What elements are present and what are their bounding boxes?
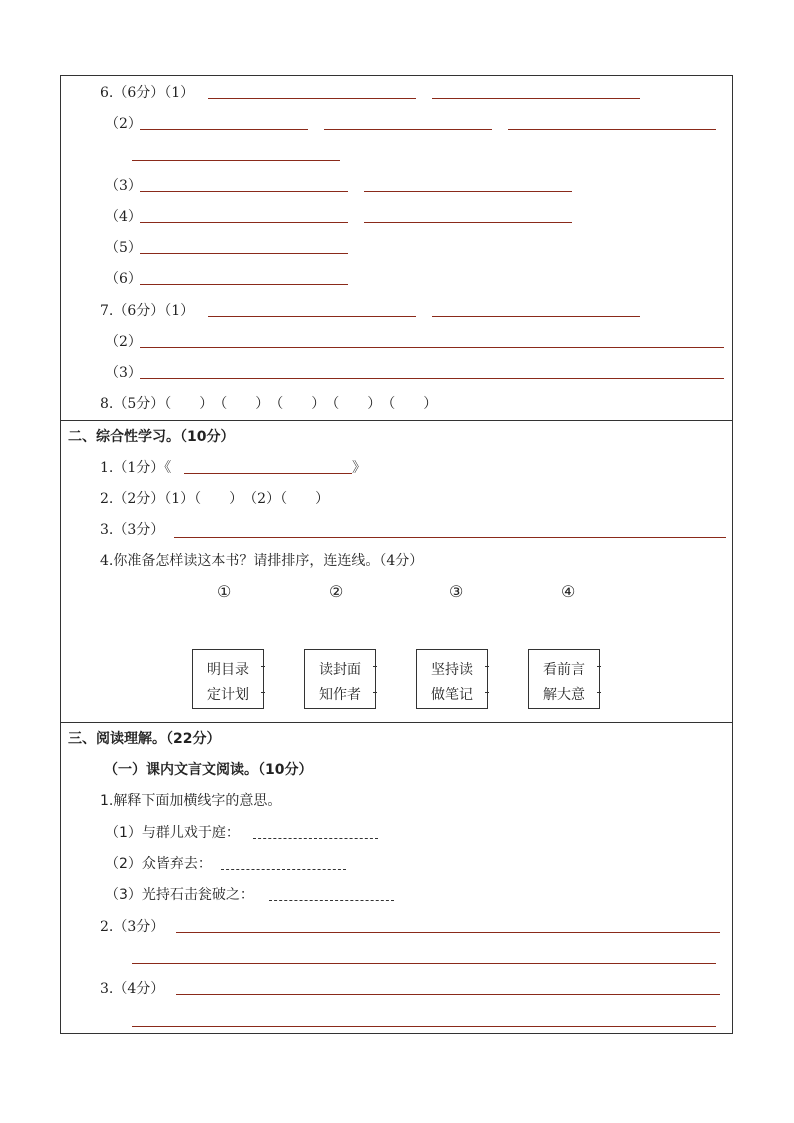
box-line: 知作者	[319, 687, 361, 703]
reading-step-box[interactable]	[304, 649, 376, 709]
answer-line[interactable]	[364, 222, 572, 223]
answer-line[interactable]	[432, 316, 640, 317]
answer-blank[interactable]	[221, 869, 346, 870]
answer-line[interactable]	[140, 129, 308, 130]
section2-heading: 二、综合性学习。（10分）	[68, 429, 235, 445]
p3-q3-label: 3.（4分）	[100, 981, 165, 997]
p2-q2-label: 2.（2分）（1）（ ） （2）（ ）	[100, 491, 330, 507]
q6-label: 6.（6分）（1）	[100, 85, 195, 101]
p3-q1-item: （3）光持石击瓮破之：	[105, 887, 254, 903]
q6-3-label: （3）	[105, 178, 142, 194]
section3-heading: 三、阅读理解。（22分）	[68, 731, 221, 747]
reading-step-box[interactable]	[192, 649, 264, 709]
answer-line[interactable]	[184, 473, 352, 474]
answer-line[interactable]	[324, 129, 492, 130]
p2-q1-close: 》	[352, 460, 366, 476]
reading-step-box[interactable]	[416, 649, 488, 709]
q7-3-label: （3）	[105, 365, 142, 381]
reading-step-box[interactable]	[528, 649, 600, 709]
section3-subheading: （一）课内文言文阅读。（10分）	[104, 762, 313, 778]
order-circle: ④	[561, 582, 576, 601]
box-line: 明目录	[207, 662, 249, 678]
answer-line[interactable]	[140, 191, 348, 192]
box-line: 定计划	[207, 687, 249, 703]
answer-line[interactable]	[132, 160, 340, 161]
p3-q2-label: 2.（3分）	[100, 919, 165, 935]
p2-q1-label: 1.（1分）《	[100, 460, 172, 476]
order-circle: ③	[449, 582, 464, 601]
q6-4-label: （4）	[105, 209, 142, 225]
answer-line[interactable]	[208, 316, 416, 317]
box-line: 解大意	[543, 687, 585, 703]
q7-label: 7.（6分）（1）	[100, 303, 195, 319]
q6-6-label: （6）	[105, 271, 142, 287]
answer-line[interactable]	[140, 222, 348, 223]
answer-line[interactable]	[176, 994, 720, 995]
answer-line[interactable]	[176, 932, 720, 933]
answer-line[interactable]	[140, 253, 348, 254]
box-line: 做笔记	[431, 687, 473, 703]
answer-line[interactable]	[432, 98, 640, 99]
section-divider	[60, 420, 733, 421]
answer-line[interactable]	[132, 1026, 716, 1027]
answer-line[interactable]	[140, 347, 724, 348]
p2-q3-label: 3.（3分）	[100, 522, 165, 538]
p3-q1-item: （2）众皆弃去：	[105, 856, 212, 872]
q8-label: 8.（5分）（ ） （ ） （ ） （ ） （ ）	[100, 396, 438, 412]
answer-line[interactable]	[174, 537, 726, 538]
q7-2-label: （2）	[105, 334, 142, 350]
box-line: 看前言	[543, 662, 585, 678]
answer-line[interactable]	[140, 284, 348, 285]
answer-line[interactable]	[508, 129, 716, 130]
answer-blank[interactable]	[253, 838, 378, 839]
section-divider	[60, 722, 733, 723]
p3-q1-item: （1）与群儿戏于庭：	[105, 825, 240, 841]
answer-line[interactable]	[364, 191, 572, 192]
order-circle: ②	[329, 582, 344, 601]
answer-line[interactable]	[208, 98, 416, 99]
answer-blank[interactable]	[269, 900, 394, 901]
q6-2-label: （2）	[105, 116, 142, 132]
box-line: 读封面	[319, 662, 361, 678]
box-line: 坚持读	[431, 662, 473, 678]
q6-5-label: （5）	[105, 240, 142, 256]
answer-line[interactable]	[140, 378, 724, 379]
p2-q4-label: 4.你准备怎样读这本书？请排排序，连连线。（4分）	[100, 553, 424, 569]
p3-q1-label: 1.解释下面加横线字的意思。	[100, 793, 282, 809]
order-circle: ①	[217, 582, 232, 601]
answer-line[interactable]	[132, 963, 716, 964]
